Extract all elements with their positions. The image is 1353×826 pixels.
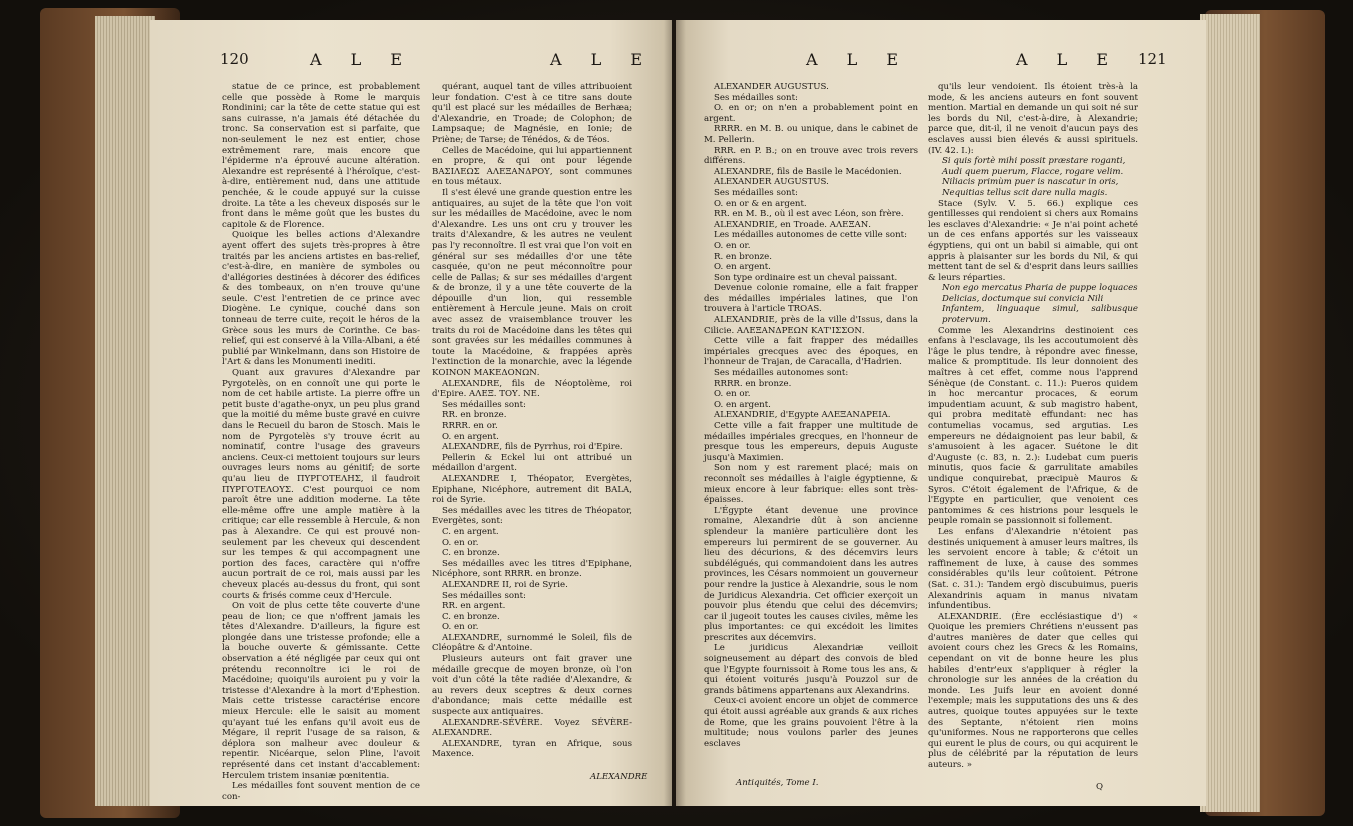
paragraph: Les enfans d'Alexandrie n'étoient pas destinés uniquement à amuser leurs maîtres, ils les servoient encore à table; & c'étoit un raffinement de luxe, à cause des sommes considérables qu'ils leur coûtoient. Pétrone (Sat. c. 31.): Tandem ergò discubuimus, pueris Alexandrinis aquam in manus nivatam infundentibus.	[928, 526, 1138, 612]
paragraph: Plusieurs auteurs ont fait graver une médaille grecque de moyen bronze, où l'on voit d'un côté la tête radiée d'Alexandre, & au revers deux sceptres & deux cornes d'abondance; mais cette médaille est suspecte aux antiquaires.	[432, 654, 632, 718]
paragraph: Les médailles font souvent mention de ce con-	[222, 781, 420, 802]
paragraph: Il s'est élevé une grande question entre les antiquaires, au sujet de la tête que l'on voit sur les médailles de Macédoine, avec le nom d'Alexandre. Les uns ont cru y trouver les traits d'Alexandre, & les autres ne veulent pas l'y reconnoître. Il est vrai que l'on voit en général sur ses médailles d'or une tête casquée, qu'on ne peut méconnoître pour celle de Pallas; & sur ses médailles d'argent & de bronze, il y a une tête couverte de la dépouille d'un lion, qui ressemble entièrement à Hercule jeune. Mais on croit avec assez de vraisemblance trouver les traits du roi de Macédoine dans les têtes qui sont gravées sur les médailles communes à toute la Macédoine, & frappées après l'extinction de la monarchie, avec la légende ΚΟΙΝΟΝ ΜΑΚΕΔΟΝΩΝ.	[432, 187, 632, 379]
left-page-header	[150, 50, 672, 74]
paragraph: O. en or.	[714, 240, 751, 251]
paragraph: ALEXANDER AUGUSTUS.	[714, 177, 829, 188]
paragraph: Son type ordinaire est un cheval paissant.	[714, 272, 898, 283]
paragraph: ALEXANDRE II, roi de Syrie.	[442, 579, 568, 590]
paragraph: O. en argent.	[714, 262, 771, 273]
paragraph: Ses médailles sont:	[714, 92, 798, 103]
right-page-header	[676, 50, 1206, 74]
paragraph: ALEXANDRIE. (Ère ecclésiastique d') « Quoique les premiers Chrétiens n'eussent pas d'autres manières de dater que celles qui avoient cours chez les Grecs & les Romains, cependant on vit de bonne heure les plus habiles d'entr'eux s'appliquer à régler la chronologie sur les années de la création du monde. Les Juifs leur en avoient donné l'exemple; mais les supputations des uns & des autres, quoique toutes appuyées sur le texte des Septante, n'étoient rien moins qu'uniformes. Nous ne rapporterons que celles qui eurent le plus de cours, ou qui acquirent le plus de célébrité par la réputation de leurs auteurs. »	[928, 611, 1138, 770]
paragraph: Ses médailles autonomes sont:	[714, 368, 849, 379]
page-footer: Antiquités, Tome I.	[736, 778, 819, 788]
paragraph: C. en argent.	[442, 526, 499, 537]
paragraph: Celles de Macédoine, qui lui appartiennent en propre, & qui ont pour légende ΒΑΣΙΛΕΩΣ ΑΛΕΞΑΝΔΡΟΥ, sont communes en tous métaux.	[432, 145, 632, 188]
page-number: 121	[1138, 50, 1167, 68]
text-column	[432, 82, 632, 760]
paragraph: Stace (Sylv. V. 5. 66.) explique ces gentillesses qui rendoient si chers aux Romains les esclaves d'Alexandrie: « Je n'ai point acheté un de ces enfans apportés sur les vaisseaux égyptiens, qui ont un babil si aimable, qui ont appris à plaisanter sur les bords du Nil, & qui mettent tant de sel & d'esprit dans leurs saillies & leurs réparties.	[928, 198, 1138, 283]
paragraph: RRRR. en or.	[442, 421, 498, 431]
paragraph: statue de ce prince, est probablement celle que possède à Rome le marquis Rondinini; car la tête de cette statue qui est sans cuirasse, n'a jamais été détachée du tronc. Sa conservation est si parfaite, que non-seulement le nez est entier, chose extrêmement rare, mais encore que l'épiderme n'a éprouvé aucune altération. Alexandre est représenté à l'héroïque, c'est-à-dire, entièrement nud, dans une attitude penchée, & le coude appuyé sur la cuisse droite. La tête a les cheveux disposés sur le front dans le même goût que les bustes du capitole & de Florence.	[222, 82, 420, 230]
paragraph: Ses médailles avec les titres d'Epiphane, Nicéphore, sont RRRR. en bronze.	[432, 558, 632, 580]
paragraph: O. en or.	[442, 537, 479, 548]
paragraph: RRRR. en bronze.	[714, 378, 792, 389]
paragraph: Non ego mercatus Pharia de puppe loquaces Delicias, doctumque sui convicia Nili Infantem, linguaque simul, salibusque protervum.	[942, 283, 1138, 326]
paragraph: Pellerin & Eckel lui ont attribué un médaillon d'argent.	[432, 452, 632, 474]
paragraph: RRR. en P. B.; on en trouve avec trois revers différens.	[704, 145, 918, 167]
paragraph: O. en argent.	[442, 431, 499, 442]
paragraph: Ceux-ci avoient encore un objet de commerce qui étoit aussi agréable aux grands & aux riches de Rome, que les grains pouvoient l'être à la multitude; nous voulons parler des jeunes esclaves	[704, 696, 918, 749]
paragraph: qu'ils leur vendoient. Ils étoient très-à la mode, & les anciens auteurs en font souvent mention. Martial en demande un qui soit né sur les bords du Nil, c'est-à-dire, à Alexandrie; parce que, dit-il, il ne venoit d'aucun pays des esclaves aussi bien élevés & aussi spirituels. (IV. 42. I.):	[928, 82, 1138, 156]
paragraph: Ses médailles sont:	[442, 590, 526, 601]
paragraph: On voit de plus cette tête couverte d'une peau de lion; ce que n'offrent jamais les têtes d'Alexandre. D'ailleurs, la figure est plongée dans une tristesse profonde; elle a la bouche ouverte & gémissante. Cette observation a été négligée par ceux qui ont prétendu reconnoître ici le roi de Macédoine; quoiqu'ils auroient pu y voir la tristesse d'Alexandre à la mort d'Ephestion. Mais cette tristesse caractérise encore mieux Hercule: elle le saisit au moment qu'ayant tué les enfans qu'il avoit eus de Mégare, il reprit l'usage de sa raison, & déplora son malheur avec douleur & repentir. Nicéarque, selon Pline, l'avoit représenté dans cet instant d'accablement: Herculem tristem insaniæ pœnitentia.	[222, 601, 420, 781]
paragraph: O. en or; on n'en a probablement point en argent.	[704, 103, 918, 124]
paragraph: ALEXANDER AUGUSTUS.	[714, 82, 829, 92]
text-column	[222, 82, 420, 802]
paragraph: RRRR. en M. B. ou unique, dans le cabinet de M. Pellerin.	[704, 124, 918, 145]
text-column	[704, 82, 918, 749]
text-column	[928, 82, 1138, 771]
paragraph: ALEXANDRE, fils de Basile le Macédonien.	[714, 166, 902, 177]
paragraph: ALEXANDRIE, d'Egypte ΑΛΕΞΑΝΔΡΕΙΑ.	[714, 410, 891, 421]
paragraph: Le juridicus Alexandriæ veilloit soigneusement au départ des convois de bled que l'Egypte fournissoit à Rome tous les ans, & qui étoient voiturés jusqu'à Pouzzol sur de grands bâtimens appartenans aux Alexandrins.	[704, 643, 918, 696]
paragraph: ALEXANDRE, fils de Pyrrhus, roi d'Epire.	[442, 442, 623, 453]
paragraph: Ses médailles sont:	[714, 187, 798, 198]
right-page	[676, 20, 1206, 806]
paragraph: ALEXANDRE, fils de Néoptolème, roi d'Epire. ΑΛΕΞ. ΤΟΥ. ΝΕ.	[432, 378, 632, 400]
paragraph: Son nom y est rarement placé; mais on reconnoît ses médailles à l'aigle égyptienne, & mieux encore à leur fabrique: elles sont très-épaisses.	[704, 463, 918, 506]
paragraph: ALEXANDRE, surnommé le Soleil, fils de Cléopâtre & d'Antoine.	[432, 632, 632, 654]
paragraph: O. en or & en argent.	[714, 198, 807, 209]
paragraph: R. en bronze.	[714, 251, 772, 262]
paragraph: L'Égypte étant devenue une province romaine, Alexandrie dût à son ancienne splendeur la manière particulière dont les empereurs lui permirent de se gouverner. Au lieu des décurions, & des décemvirs leurs subdélégués, qui commandoient dans les autres provinces, les Césars nommoient un gouverneur pour rendre la justice à Alexandrie, sous le nom de Juridicus Alexandria. Cet officier exerçoit un pouvoir plus étendu que celui des décemvirs; car il jugeoit toutes les causes civiles, même les plus importantes: ce qui excédoit les limites prescrites aux décemvirs.	[704, 505, 918, 643]
running-title: A L E	[1016, 50, 1121, 69]
paragraph: RR. en argent.	[442, 601, 506, 612]
paragraph: C. en bronze.	[442, 548, 500, 559]
left-page	[150, 20, 672, 806]
paragraph: O. en or.	[714, 389, 751, 400]
paragraph: Quant aux gravures d'Alexandre par Pyrgotelès, on en connoît une qui porte le nom de cet habile artiste. La pierre offre un petit buste d'agathe-onyx, un peu plus grand que la moitié du même buste gravé en cuivre dans le Recueil du baron de Stosch. Mais le nom de Pyrgotelès s'y trouve écrit au nominatif, contre l'usage des graveurs anciens. Ceux-ci mettoient toujours sur leurs ouvrages leurs noms au génitif; de sorte qu'au lieu de ΠΥΡΓΟΤΕΛΗΣ, il faudroit ΠΥΡΓΟΤΕΛΟΥΣ. C'est pourquoi ce nom paroît être une addition moderne. La tête elle-même offre une ample matière à la critique; car elle ressemble à Hercule, & non pas à Alexandre. Ce qui est prouvé non-seulement par les cheveux qui descendent sur les tempes & qui accompagnent une portion des faces, caractère qui n'offre aucun portrait de ce roi, mais aussi par les cheveux placés au-dessus du front, qui sont courts & frisés comme ceux d'Hercule.	[222, 368, 420, 601]
paragraph: Cette ville a fait frapper une multitude de médailles impériales grecques, en l'honneur de presque tous les empereurs, depuis Auguste jusqu'à Maximien.	[704, 421, 918, 463]
paragraph: Quoique les belles actions d'Alexandre ayent offert des sujets très-propres à être traités par les anciens artistes en bas-relief, c'est-à-dire, en manière de symboles ou d'allégories destinées à décorer des édifices & des tombeaux, on n'en trouve qu'une seule. C'est l'entretien de ce prince avec Diogène. Le cynique, couché dans son tonneau de terre cuite, reçoit le héros de la Grèce sous les murs de Corinthe. Ce bas-relief, qui est conservé à la Villa-Albani, a été publié par Winkelmann, dans son Histoire de l'Art & dans les Monumenti inediti.	[222, 230, 420, 368]
paragraph: Ses médailles avec les titres de Théopator, Evergètes, sont:	[432, 505, 632, 527]
paragraph: RR. en M. B., où il est avec Léon, son frère.	[714, 209, 904, 220]
page-number: 120	[220, 50, 249, 68]
book-gutter	[664, 20, 686, 806]
paragraph: Ses médailles sont:	[442, 399, 526, 410]
paragraph: ALEXANDRIE, près de la ville d'Issus, dans la Cilicie. ΑΛΕΞΑΝΔΡΕΩΝ ΚΑΤ'ΙΣΣΟΝ.	[704, 315, 918, 336]
paragraph: Devenue colonie romaine, elle a fait frapper des médailles impériales latines, que l'on trouvera à l'article TROAS.	[704, 283, 918, 315]
paragraph: O. en argent.	[714, 399, 771, 410]
signature-mark: Q	[1096, 782, 1104, 792]
paragraph: quérant, auquel tant de villes attribuoient leur fondation. C'est à ce titre sans doute qu'il est placé sur les médailles de Berhæa; d'Alexandrie, en Troade; de Colophon; de Lampsaque; de Magnésie, en Ionie; de Priène; de Tarse; de Ténédos, & de Téos.	[432, 82, 632, 145]
paragraph: Les médailles autonomes de cette ville sont:	[714, 230, 907, 241]
paragraph: ALEXANDRE, tyran en Afrique, sous Maxence.	[432, 738, 632, 760]
paragraph: ALEXANDRE I, Théopator, Evergètes, Epiphane, Nicéphore, autrement dit BALA, roi de Syrie.	[432, 473, 632, 506]
running-title: A L E	[310, 50, 415, 69]
paragraph: ALEXANDRIE, en Troade. ΑΛΕΞΑΝ.	[714, 219, 871, 230]
running-title: A L E	[550, 50, 655, 69]
paragraph: RR. en bronze.	[442, 410, 507, 421]
left-page-edges	[95, 16, 155, 806]
running-title: A L E	[806, 50, 911, 69]
catchword: ALEXANDRE	[590, 772, 648, 782]
paragraph: Comme les Alexandrins destinoient ces enfans à l'esclavage, ils les accoutumoient dès l'âge le plus tendre, à répondre avec finesse, malice & promptitude. Ils leur donnoient des maîtres à cet effet, comme nous l'apprend Sénèque (de Constant. c. 11.): Pueros quidem in hoc mercantur procaces, & eorum impudentiam acuunt, & sub magistro habent, qui probra meditatè effundant: nec has contumelias vocamus, sed argutias. Les empereurs ne dédaignoient pas leur babil, & s'amusoient à les agacer. Suétone le dit d'Auguste (c. 83, n. 2.): Ludebat cum pueris minutis, quos facie & garrulitate amabiles undique conquirebat, præcipuè Mauros & Syros. C'étoit également de l'Afrique, & de l'Egypte en particulier, que venoient ces pantomimes & ces histrions pour lesquels le peuple romain se passionnoit si follement.	[928, 325, 1138, 527]
paragraph: ALEXANDRE-SÉVÈRE. Voyez SÉVÈRE-ALEXANDRE.	[432, 717, 632, 739]
right-page-edges	[1200, 14, 1260, 812]
paragraph: Si quis fortè mihi possit præstare roganti, Audi quem puerum, Flacce, rogare velim. Niliacis primùm puer is nascatur in oris, Nequitias tellus scit dare nulla magis.	[942, 156, 1126, 198]
paragraph: Cette ville a fait frapper des médailles impériales grecques avec des époques, en l'honneur de Trajan, de Caracalla, d'Hadrien.	[704, 336, 918, 368]
paragraph: O. en or.	[442, 622, 479, 633]
paragraph: C. en bronze.	[442, 611, 500, 622]
